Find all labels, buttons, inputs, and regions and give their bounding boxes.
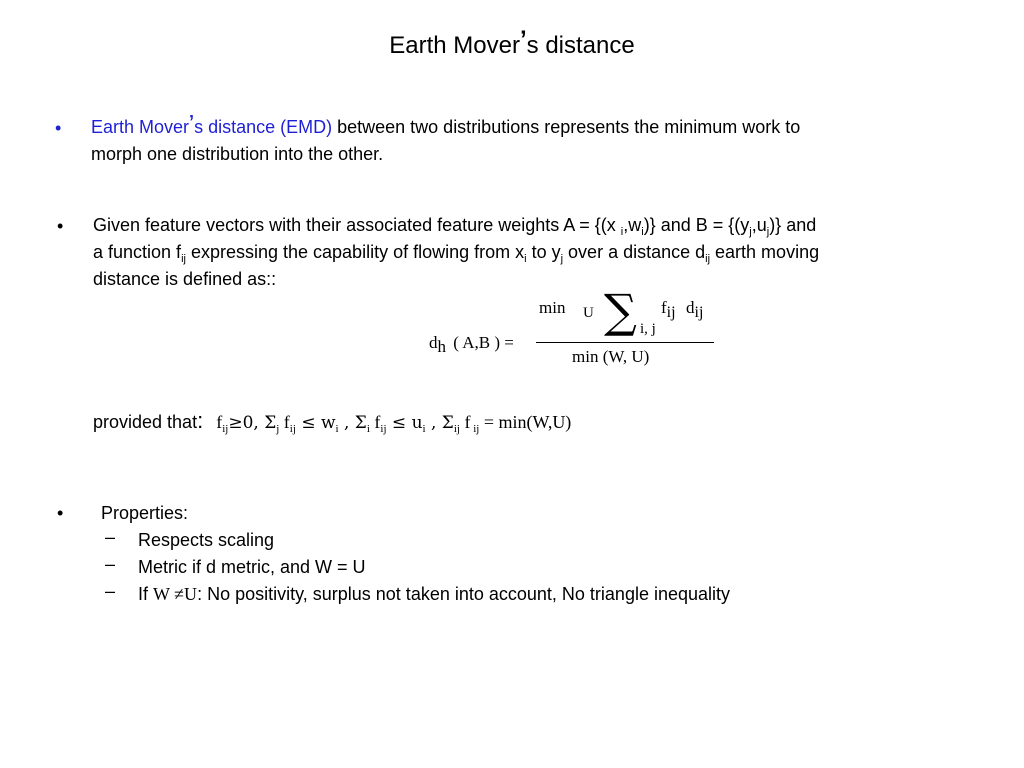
formula-num-f: fij [661, 298, 676, 321]
fraction-bar [536, 342, 714, 343]
formula-num-min: min [539, 298, 566, 317]
constraints-math: $f_{ij}\ge 0$, $\Sigma_j$ $f_{ij} \le w_i$ , $\Sigma_i$ $f_{ij} \le u_i$ , $\Sigma_{ij}$ f $_{ij}$ = min(W,U) [216, 412, 572, 435]
bullet-1-text: Earth Mover’s distance (EMD) between two distributions represents the minimum work to morph one distribution into the other. [91, 112, 801, 164]
dash-3: – [105, 581, 116, 601]
property-item-2: Metric if d metric, and W = U [138, 557, 366, 577]
sigma-symbol: ∑ [604, 284, 637, 338]
dash-1: – [105, 527, 116, 547]
dash-2: – [105, 554, 116, 574]
formula-denominator: min (W, U) [572, 347, 650, 366]
formula-num-U: U [583, 305, 594, 321]
slide-title: Earth Mover’s distance [389, 26, 635, 59]
emd-term: Earth Mover’s distance (EMD) [91, 112, 333, 137]
formula-num-ij: i, j [640, 321, 656, 337]
bullet-1-marker: • [55, 118, 62, 138]
provided-label: provided that [93, 412, 198, 432]
property-item-3: If W ≠U: No positivity, surplus not taken into account, No triangle inequality [138, 584, 731, 604]
property-item-1: Respects scaling [138, 530, 275, 550]
bullet-2-text: Given feature vectors with their associated feature weights A = {(x $_i,w_i$)} and $B = \{(y_j,u_j)\}$ and a function $f_{ij}$ expressing the capability of flowing from $x_i$ to $y_j$ over a distance $d_{ij}$ earth moving distance is defined as:: [93, 215, 820, 289]
formula-lhs: dh ( A,B ) = [429, 333, 514, 356]
bullet-2-marker: • [57, 216, 64, 236]
constraints-line: provided that: $f_{ij}\ge 0$, $\Sigma_j$ $f_{ij} \le w_i$ , $\Sigma_i$ $f_{ij} \le u_i$ , $\Sigma_{ij}$ f $_{ij}$ = min(W,U) [93, 408, 572, 435]
properties-heading: Properties: [101, 503, 189, 523]
bullet-3-marker: • [57, 503, 64, 523]
formula-num-d: dij [686, 298, 704, 321]
